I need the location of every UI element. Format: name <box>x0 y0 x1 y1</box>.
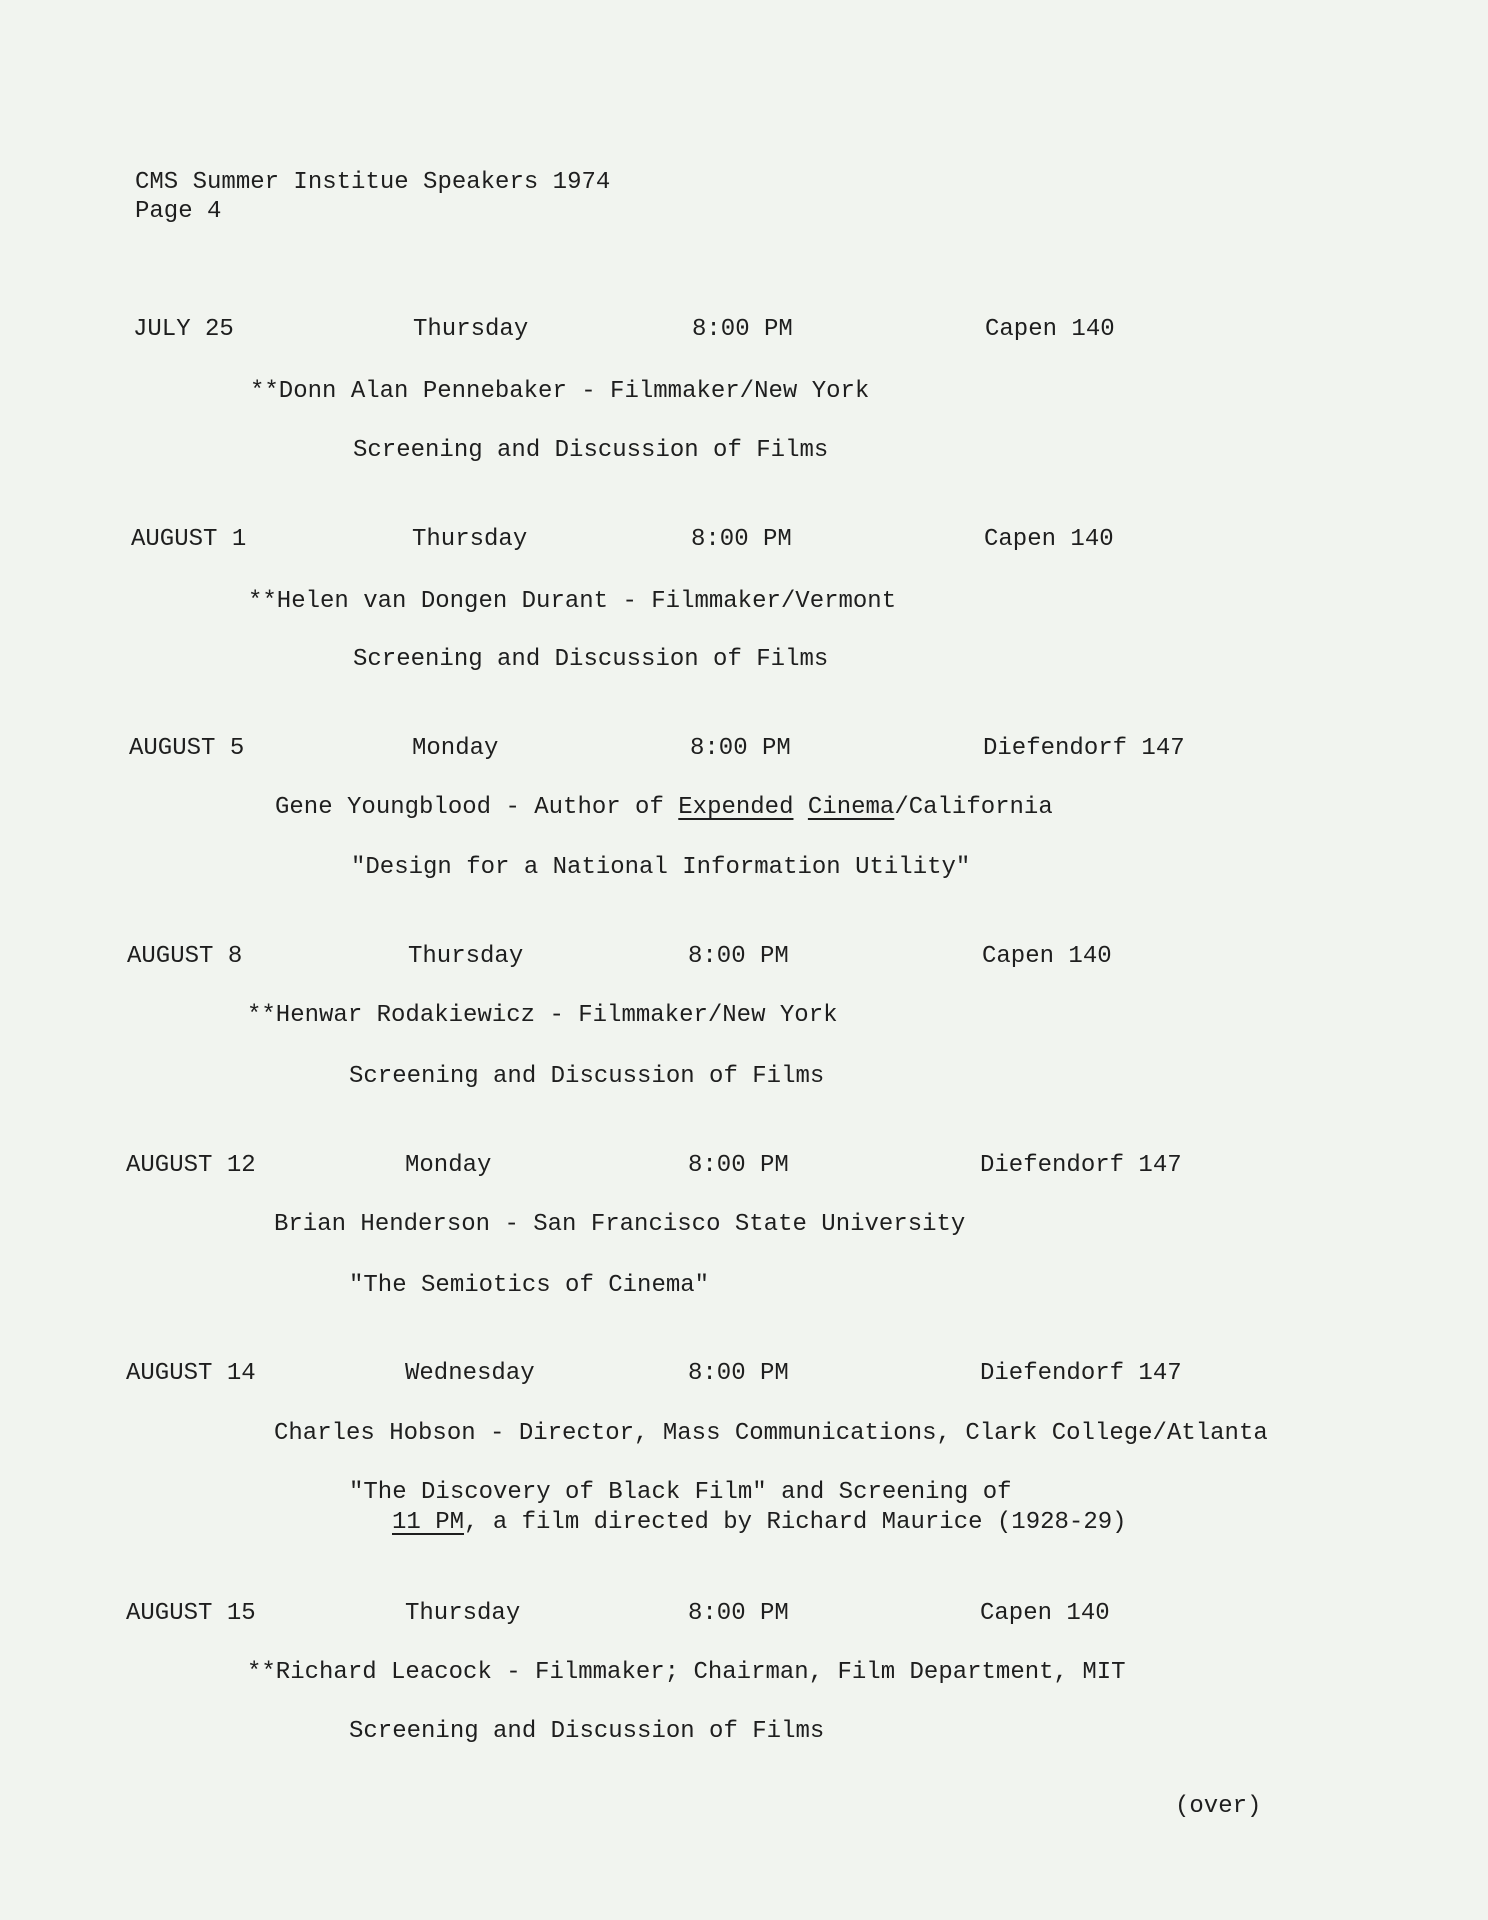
event-time: 8:00 PM <box>688 943 789 970</box>
event-date: AUGUST 12 <box>126 1152 256 1179</box>
book-title-space <box>793 794 807 821</box>
page-number: Page 4 <box>135 198 222 225</box>
event-day: Thursday <box>405 1600 521 1627</box>
event-topic: Screening and Discussion of Films <box>349 1063 825 1090</box>
event-date: AUGUST 14 <box>126 1360 256 1387</box>
event-day: Thursday <box>412 526 528 553</box>
event-topic: "Design for a National Information Utility" <box>351 854 971 881</box>
event-day: Thursday <box>408 943 524 970</box>
event-day: Monday <box>412 735 499 762</box>
book-title-word: Cinema <box>807 794 895 821</box>
event-location: Capen 140 <box>982 943 1112 970</box>
event-speaker: Charles Hobson - Director, Mass Communications, Clark College/Atlanta <box>274 1420 1268 1447</box>
speaker-text: /California <box>894 794 1053 821</box>
event-date: AUGUST 15 <box>126 1600 256 1627</box>
event-time: 8:00 PM <box>691 526 792 553</box>
event-speaker <box>275 793 1053 823</box>
film-title: 11 PM <box>392 1509 465 1536</box>
event-location: Capen 140 <box>984 526 1114 553</box>
event-date: AUGUST 1 <box>131 526 247 553</box>
event-speaker: **Helen van Dongen Durant - Filmmaker/Vermont <box>248 588 897 615</box>
event-date: AUGUST 8 <box>127 943 243 970</box>
event-date: JULY 25 <box>133 316 234 343</box>
event-topic: Screening and Discussion of Films <box>353 437 829 464</box>
book-title-word: Expended <box>678 794 794 821</box>
event-time: 8:00 PM <box>688 1152 789 1179</box>
speaker-text: Gene Youngblood - Author of <box>275 794 679 821</box>
event-topic: "The Semiotics of Cinema" <box>349 1272 710 1299</box>
event-time: 8:00 PM <box>690 735 791 762</box>
event-day: Wednesday <box>405 1360 535 1387</box>
event-topic: Screening and Discussion of Films <box>353 646 829 673</box>
event-speaker: Brian Henderson - San Francisco State University <box>274 1211 966 1238</box>
event-speaker: **Richard Leacock - Filmmaker; Chairman, Film Department, MIT <box>247 1659 1126 1686</box>
event-day: Monday <box>405 1152 492 1179</box>
event-location: Capen 140 <box>980 1600 1110 1627</box>
event-speaker: **Donn Alan Pennebaker - Filmmaker/New York <box>250 378 870 405</box>
event-time: 8:00 PM <box>692 316 793 343</box>
event-topic-continued <box>392 1508 1127 1538</box>
event-location: Capen 140 <box>985 316 1115 343</box>
event-location: Diefendorf 147 <box>980 1152 1182 1179</box>
event-date: AUGUST 5 <box>129 735 245 762</box>
document-title: CMS Summer Institue Speakers 1974 <box>135 169 611 196</box>
topic-text: , a film directed by Richard Maurice (1928-29) <box>464 1509 1127 1536</box>
over-note: (over) <box>1175 1793 1262 1820</box>
event-location: Diefendorf 147 <box>983 735 1185 762</box>
event-time: 8:00 PM <box>688 1360 789 1387</box>
event-topic: "The Discovery of Black Film" and Screening of <box>349 1479 1012 1506</box>
event-location: Diefendorf 147 <box>980 1360 1182 1387</box>
event-time: 8:00 PM <box>688 1600 789 1627</box>
event-day: Thursday <box>413 316 529 343</box>
event-topic: Screening and Discussion of Films <box>349 1718 825 1745</box>
event-speaker: **Henwar Rodakiewicz - Filmmaker/New York <box>247 1002 838 1029</box>
